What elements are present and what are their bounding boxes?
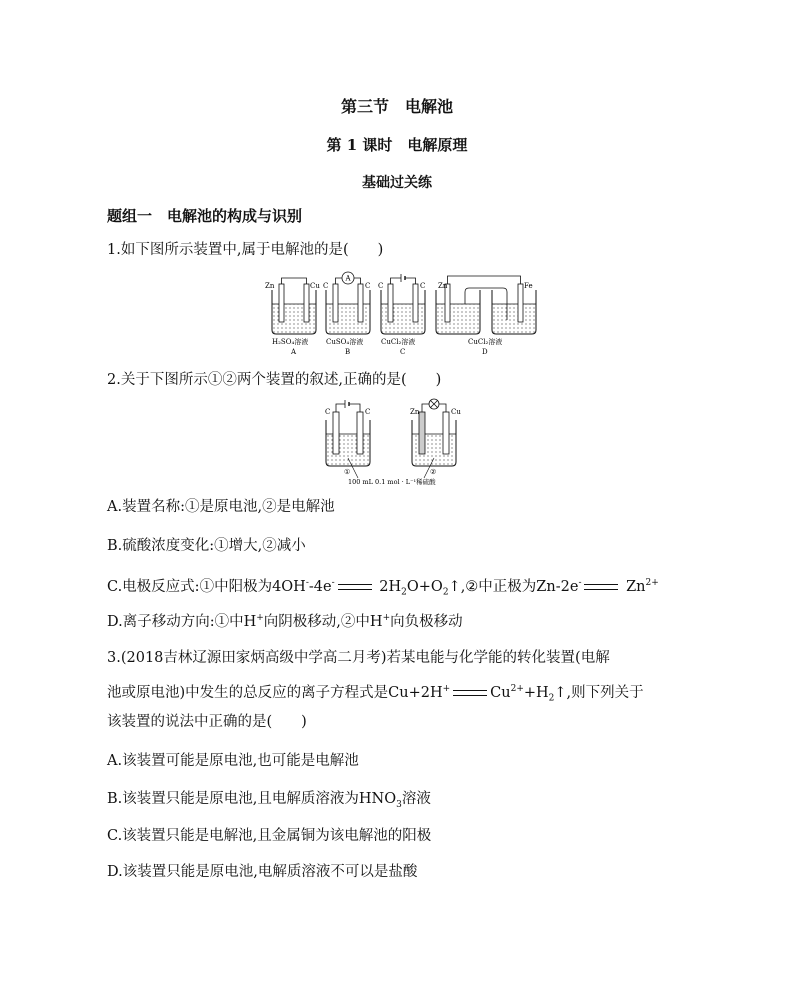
- q1-d-tag: D: [482, 348, 488, 356]
- q2-figure: [318, 398, 478, 486]
- q3-option-c: C.该装置只能是电解池,且金属铜为该电解池的阳极: [107, 828, 432, 844]
- q1-c-tag: C: [400, 348, 406, 356]
- q2-fig-c1l: C: [325, 408, 331, 416]
- q1-b-right: C: [365, 282, 371, 290]
- q2-option-a: A.装置名称:①是原电池,②是电解池: [107, 499, 335, 515]
- q2-device-1: [325, 400, 370, 476]
- q2-option-b: B.硫酸浓度变化:①增大,②减小: [107, 538, 306, 554]
- q1-d-right: Fe: [524, 282, 533, 290]
- q2-device-2: [410, 399, 461, 476]
- q1-a-tag: A: [291, 348, 297, 356]
- q1-c-sol: CuCl₂溶液: [381, 338, 416, 346]
- q2-stem: 2.关于下图所示①②两个装置的叙述,正确的是( ): [107, 372, 442, 388]
- q1-device-a: [265, 278, 320, 356]
- q1-d-left: Zn: [438, 282, 448, 290]
- equals-sign: [584, 584, 618, 590]
- q1-figure: [260, 270, 560, 356]
- q2-fig-label: 100 mL 0.1 mol · L⁻¹稀硫酸: [348, 478, 436, 486]
- q2-option-c: C.电极反应式:①中阳极为4OH--4e- $2H_2O+O_2↑,②$中正极为Zn-2e- $Zn^{2+}$: [107, 578, 659, 598]
- q1-b-tag: B: [345, 348, 351, 356]
- q1-c-left: C: [378, 282, 384, 290]
- equals-sign: [338, 584, 372, 590]
- q1-device-d: [436, 276, 536, 356]
- q1-a-left: Zn: [265, 282, 275, 290]
- section-title: 基础过关练: [362, 175, 432, 191]
- equals-sign: [453, 690, 487, 696]
- q3-line3: 该装置的说法中正确的是( ): [107, 714, 307, 730]
- q2-option-d: D.离子移动方向:①中H+向阴极移动,②中H+向负极移动: [107, 613, 463, 630]
- q1-a-right: Cu: [310, 282, 320, 290]
- q3-option-b: B.该装置只能是原电池,且电解质溶液为$HNO_3$溶液: [107, 791, 431, 810]
- q1-b-meter: A: [345, 274, 351, 283]
- chapter-title: 第三节 电解池: [340, 97, 453, 116]
- group1-title: 题组一 电解池的构成与识别: [107, 207, 303, 225]
- q1-b-sol: CuSO₄溶液: [326, 338, 364, 346]
- q1-stem: 1.如下图所示装置中,属于电解池的是( ): [107, 242, 384, 258]
- q1-device-b: [323, 272, 370, 356]
- q3-option-a: A.该装置可能是原电池,也可能是电解池: [107, 753, 359, 769]
- q3-option-d: D.该装置只能是原电池,电解质溶液不可以是盐酸: [107, 864, 418, 880]
- q2-fig-c2r: Cu: [451, 408, 461, 416]
- q1-d-sol: CuCl₂溶液: [468, 338, 503, 346]
- q2-fig-n1: ①: [344, 468, 351, 476]
- q1-device-c: [378, 274, 425, 356]
- q1-b-left: C: [323, 282, 329, 290]
- q2-fig-c2l: Zn: [410, 408, 420, 416]
- q1-c-right: C: [420, 282, 426, 290]
- q2-fig-c1r: C: [365, 408, 371, 416]
- lesson-title: 第 1 课时 电解原理: [326, 136, 468, 154]
- q2-fig-n2: ②: [430, 468, 437, 476]
- q1-a-sol: H₂SO₄溶液: [272, 338, 309, 346]
- q3-line1: 3.(2018吉林辽源田家炳高级中学高二月考)若某电能与化学能的转化装置(电解: [107, 650, 610, 666]
- q3-line2: 池或原电池)中发生的总反应的离子方程式是Cu+2H+ $Cu^{2+}+H_2↑$,则下列关于: [107, 684, 644, 704]
